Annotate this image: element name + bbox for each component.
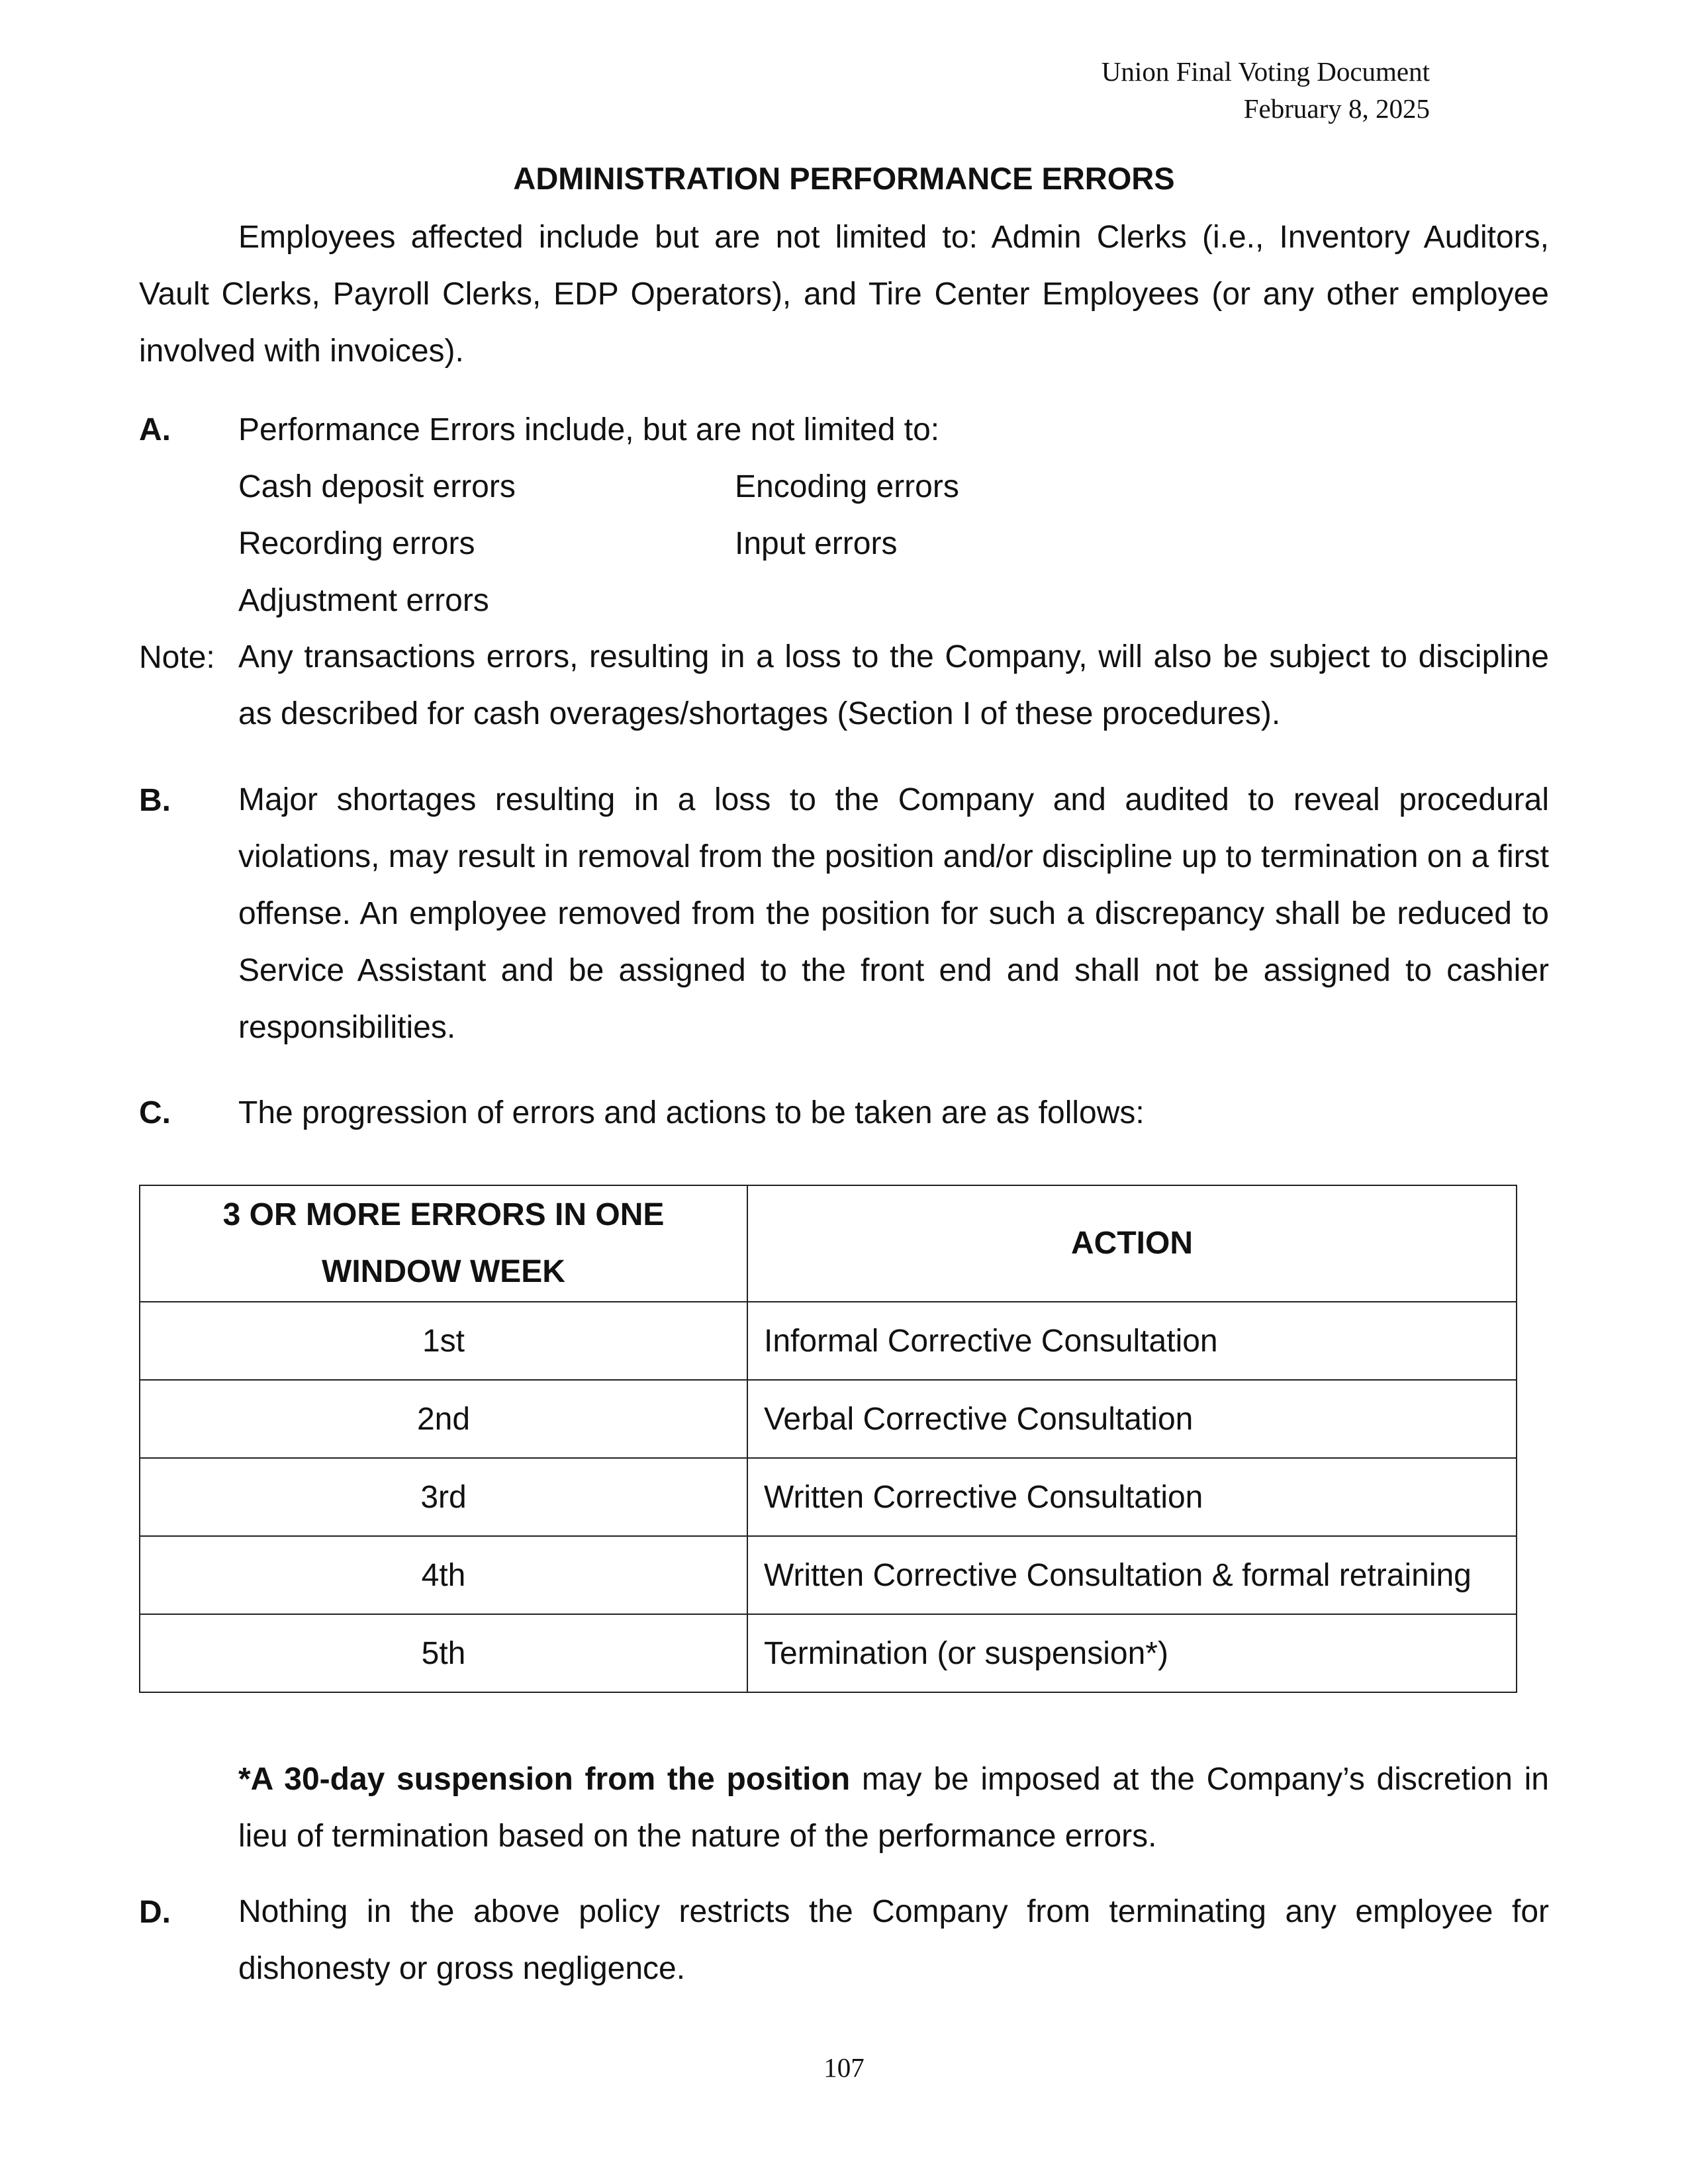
- note-text: Any transactions errors, resulting in a loss to the Company, will also be subject to discipline as described for cash overages/shortages (Section I of these procedures).: [238, 639, 1549, 731]
- error-item: Encoding errors: [735, 469, 959, 504]
- action-cell: Written Corrective Consultation & formal retraining: [747, 1536, 1517, 1614]
- occurrence-cell: 4th: [140, 1536, 747, 1614]
- page-title: ADMINISTRATION PERFORMANCE ERRORS: [513, 161, 1175, 196]
- action-cell: Termination (or suspension*): [747, 1614, 1517, 1692]
- column-header-errors: [140, 1185, 747, 1302]
- occurrence-cell: 5th: [140, 1614, 747, 1692]
- table-row: [140, 1614, 1517, 1692]
- action-cell: Verbal Corrective Consultation: [747, 1380, 1517, 1458]
- action-cell: Informal Corrective Consultation: [747, 1302, 1517, 1380]
- header-date: February 8, 2025: [1243, 93, 1430, 124]
- section-d-text: Nothing in the above policy restricts the Company from terminating any employee for dishonesty or gross negligence.: [238, 1894, 1549, 1986]
- occurrence-cell: 3rd: [140, 1458, 747, 1536]
- occurrence-cell: 1st: [140, 1302, 747, 1380]
- suspension-note-text: [238, 1751, 1549, 1865]
- table-row: [140, 1380, 1517, 1458]
- error-item: Adjustment errors: [238, 583, 489, 618]
- column-header-action: ACTION: [747, 1185, 1517, 1302]
- section-c-label: C.: [139, 1095, 171, 1130]
- document-header: [1102, 53, 1430, 127]
- table-header-row: [140, 1185, 1517, 1302]
- progression-table: [139, 1185, 1517, 1693]
- table-row: [140, 1536, 1517, 1614]
- intro-paragraph: Employees affected include but are not limited to: Admin Clerks (i.e., Inventory Auditors, Vault Clerks, Payroll Clerks, EDP Operators), and Tire Center Employees (or any other employee involved with invoices).: [139, 220, 1549, 369]
- section-d-label: D.: [139, 1895, 171, 1930]
- section-b-label: B.: [139, 783, 171, 818]
- occurrence-cell: 2nd: [140, 1380, 747, 1458]
- note-label: Note:: [139, 640, 215, 675]
- column-header-line: WINDOW WEEK: [322, 1254, 565, 1289]
- action-cell: Written Corrective Consultation: [747, 1458, 1517, 1536]
- section-c-text: The progression of errors and actions to be taken are as follows:: [238, 1095, 1145, 1130]
- section-a-text: Performance Errors include, but are not limited to:: [238, 412, 940, 447]
- page-number: 107: [823, 2052, 865, 2083]
- column-header-line: 3 OR MORE ERRORS IN ONE: [222, 1197, 665, 1232]
- table-row: [140, 1458, 1517, 1536]
- error-item: Input errors: [735, 526, 898, 561]
- table-row: [140, 1302, 1517, 1380]
- suspension-note-rest: may be imposed at the Company’s discretion in lieu of termination based on the nature of the performance errors.: [238, 1762, 1550, 1854]
- header-title: Union Final Voting Document: [1101, 56, 1430, 87]
- section-b-text: Major shortages resulting in a loss to the Company and audited to reveal procedural violations, may result in removal from the position and/or discipline up to termination on a first offense. An employee removed from the position for such a discrepancy shall be reduced to Service Assistant and be assigned to the front end and shall not be assigned to cashier responsibilities.: [238, 782, 1549, 1045]
- section-a-label: A.: [139, 412, 171, 447]
- suspension-note-bold: *A 30-day suspension from the position: [238, 1762, 851, 1797]
- error-item: Recording errors: [238, 526, 475, 561]
- error-item: Cash deposit errors: [238, 469, 516, 504]
